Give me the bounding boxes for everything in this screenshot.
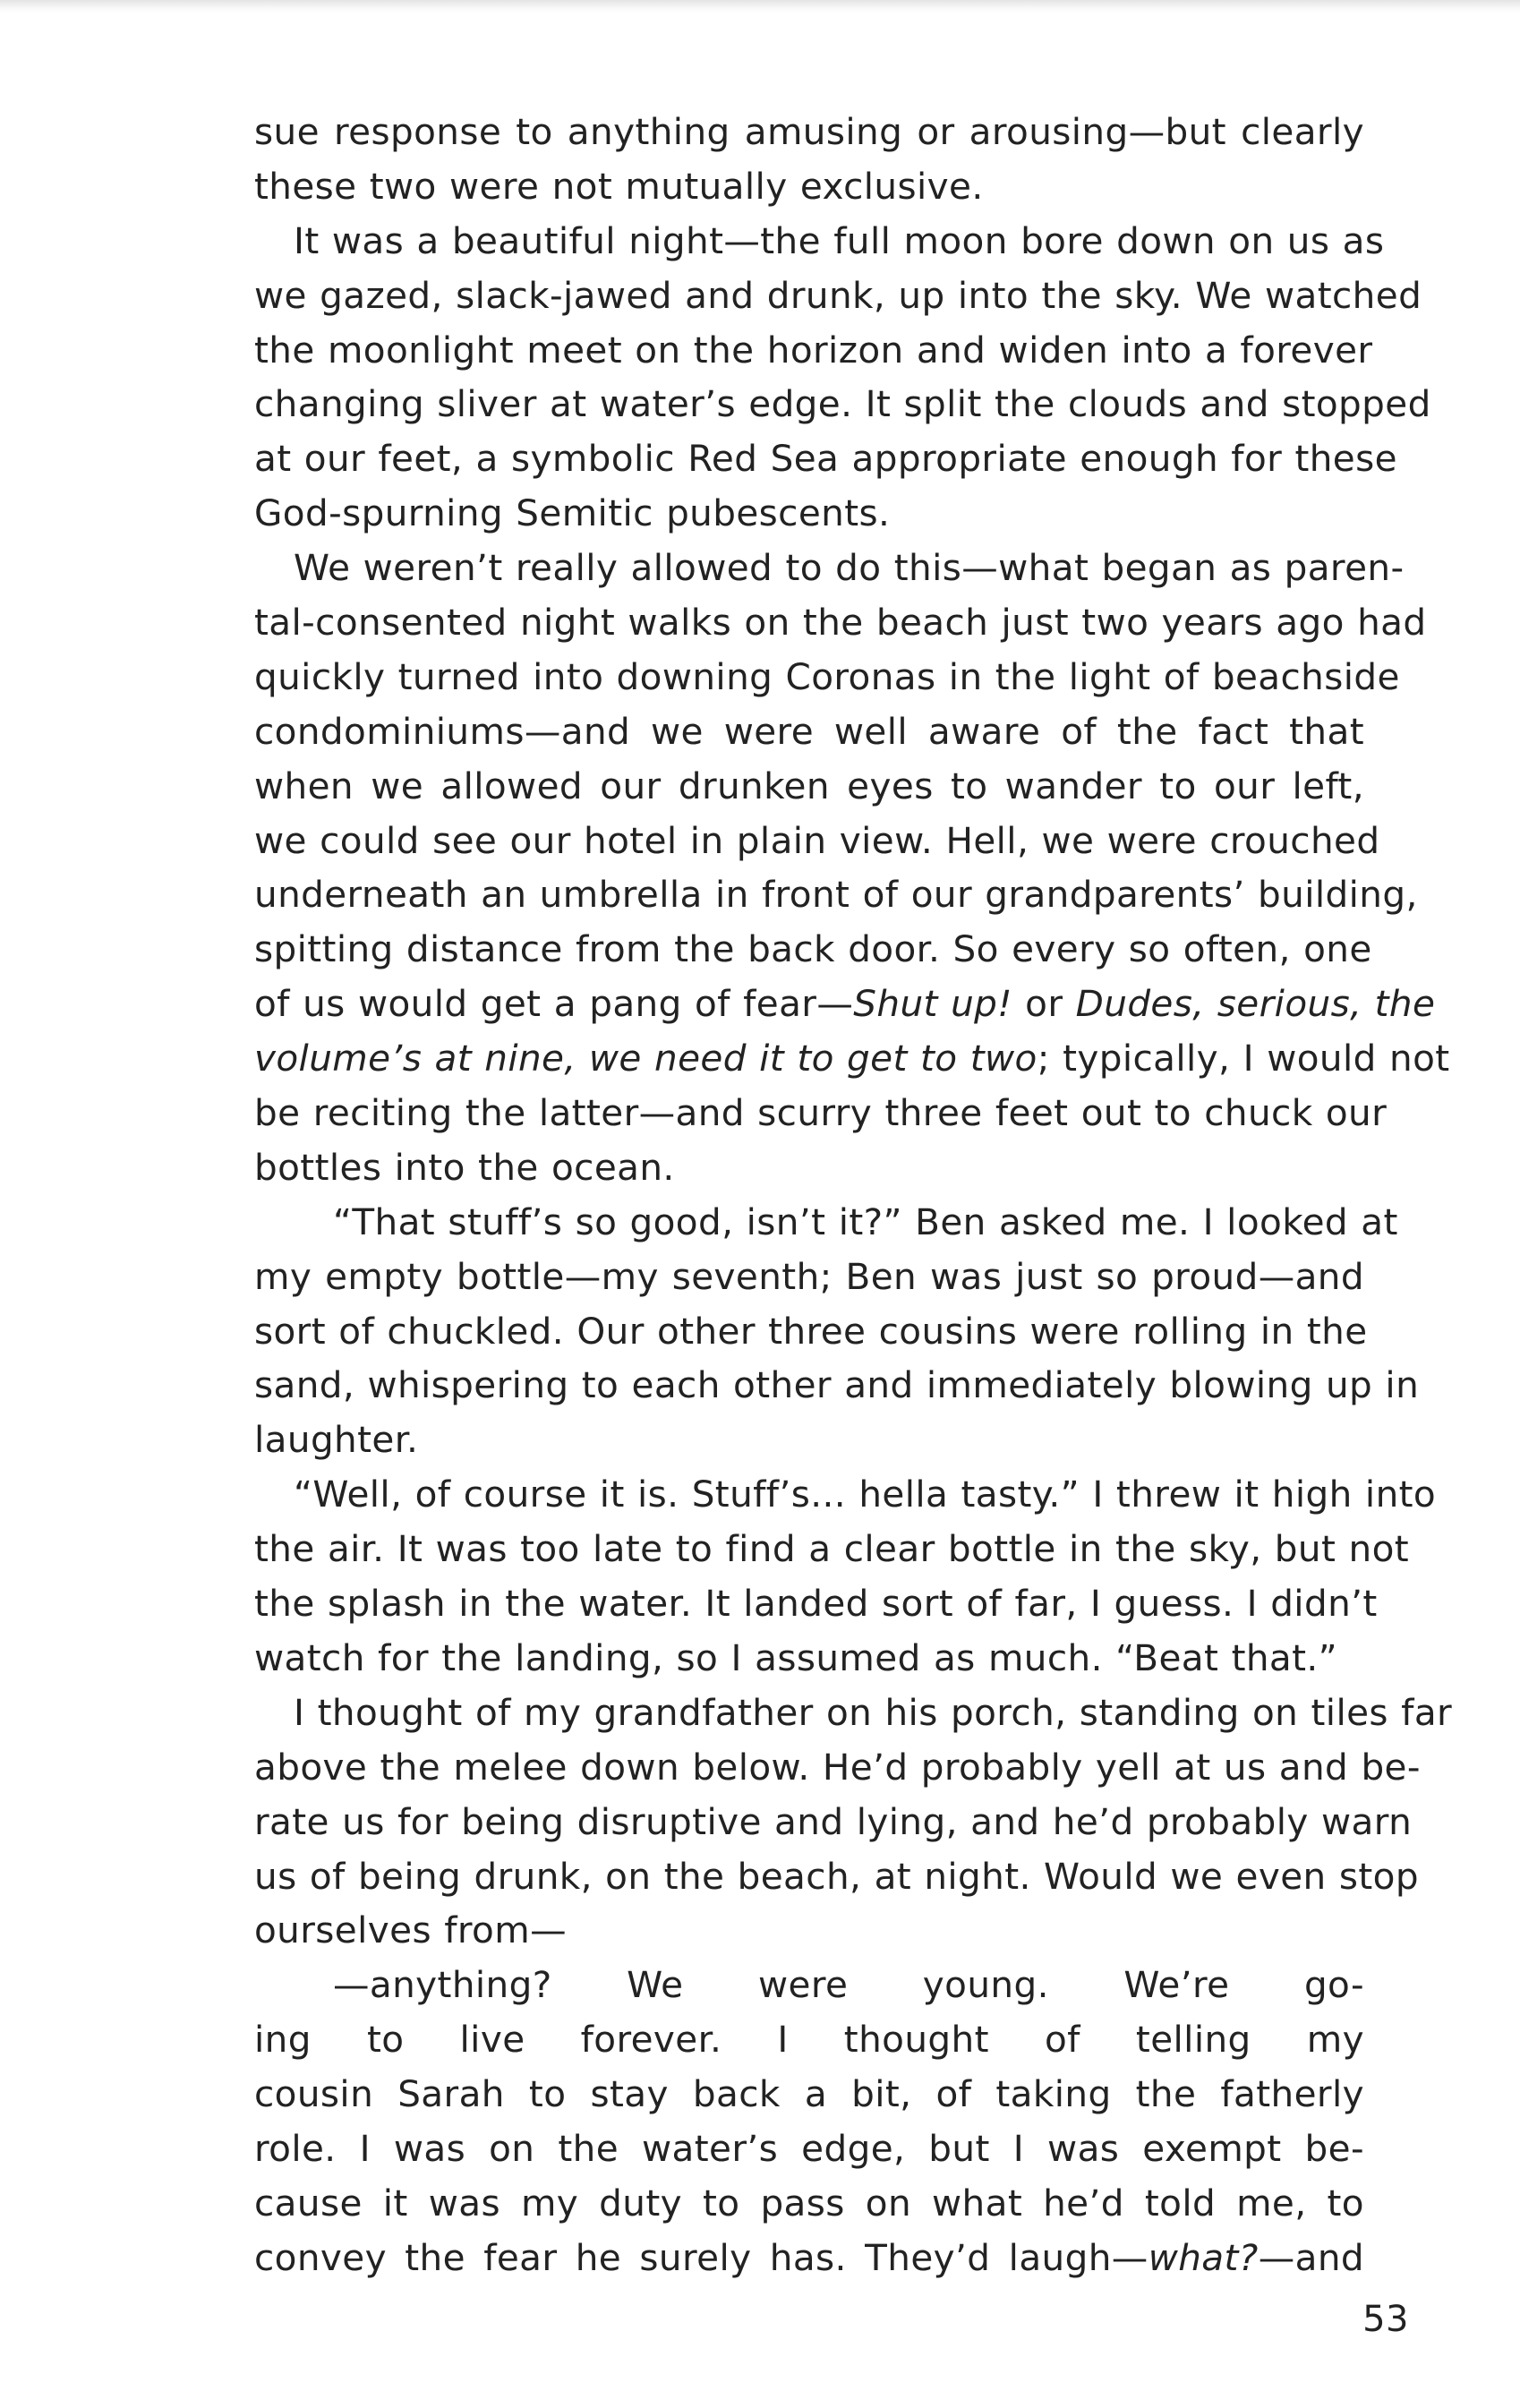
text-line: tal-consented night walks on the beach just two years ago had [254,601,1427,645]
italic-text-run: volume’s at nine, we need it to get to two [254,1037,1038,1080]
text-line: my empty bottle—my seventh; Ben was just so proud—and [254,1254,1364,1298]
text-line: these two were not mutually exclusive. [254,164,984,208]
text-line: “That stuff’s so good, isn’t it?” Ben asked me. I looked at [333,1200,1398,1243]
text-line: the air. It was too late to find a clear bottle in the sky, but not [254,1527,1410,1571]
text-line: It was a beautiful night—the full moon bore down on us as [294,218,1385,262]
text-line: we gazed, slack-jawed and drunk, up into the sky. We watched [254,273,1422,317]
text-line: sue response to anything amusing or arousing—but clearly [254,110,1364,153]
text-line: above the melee down below. He’d probably yell at us and be- [254,1745,1421,1789]
body-text [254,105,1453,2285]
page-number: 53 [1362,2299,1409,2340]
italic-text-run: Shut up! [853,982,1012,1026]
text-line: cause it was my duty to pass on what he’d told me, to [254,2181,1364,2224]
text-line [254,2231,1364,2285]
text-run: —and [1258,2235,1364,2279]
text-line: watch for the landing, so I assumed as much. “Beat that.” [254,1635,1338,1679]
text-line: spitting distance from the back door. So every so often, one [254,927,1372,971]
text-line: quickly turned into downing Coronas in the light of beachside [254,654,1400,698]
text-line: condominiums—and we were well aware of the fact that [254,709,1364,753]
text-line: “Well, of course it is. Stuff’s... hella tasty.” I threw it high into [294,1473,1437,1516]
text-run: or [1012,982,1076,1026]
text-line: changing sliver at water’s edge. It split the clouds and stopped [254,382,1431,426]
text-line: bottles into the ocean. [254,1145,675,1189]
text-line: God-spurning Semitic pubescents. [254,491,891,535]
text-line: rate us for being disruptive and lying, and he’d probably warn [254,1799,1413,1843]
text-line: the moonlight meet on the horizon and widen into a forever [254,328,1373,371]
text-line: I thought of my grandfather on his porch, standing on tiles far [294,1690,1453,1734]
text-line: at our feet, a symbolic Red Sea appropriate enough for these [254,437,1397,481]
text-line: cousin Sarah to stay back a bit, of taking the fatherly [254,2072,1364,2116]
text-line: sand, whispering to each other and immediately blowing up in [254,1363,1420,1407]
text-line: We weren’t really allowed to do this—what began as paren- [294,546,1405,590]
text-line: ourselves from— [254,1908,567,1952]
italic-text-run: Dudes, serious, the [1075,982,1436,1026]
text-line: —anything? We were young. We’re go- [333,1963,1364,2007]
text-run: convey the fear he surely has. They’d laugh— [254,2235,1149,2279]
text-line: when we allowed our drunken eyes to wander to our left, [254,764,1364,807]
italic-text-run: what? [1148,2235,1259,2279]
text-run: ; typically, I would not [1037,1037,1450,1080]
text-line [254,1031,1450,1086]
text-line: the splash in the water. It landed sort of far, I guess. I didn’t [254,1582,1378,1626]
text-line: us of being drunk, on the beach, at night. Would we even stop [254,1854,1419,1898]
text-run: of us would get a pang of fear— [254,982,854,1026]
text-line: sort of chuckled. Our other three cousins were rolling in the [254,1309,1368,1353]
page-top-edge [0,0,1520,13]
text-line: be reciting the latter—and scurry three feet out to chuck our [254,1091,1388,1135]
text-line: laughter. [254,1418,419,1462]
text-line: ing to live forever. I thought of telling my [254,2018,1364,2062]
text-line: underneath an umbrella in front of our grandparents’ building, [254,873,1418,917]
text-line: role. I was on the water’s edge, but I was exempt be- [254,2126,1364,2170]
text-line [254,977,1436,1031]
text-line: we could see our hotel in plain view. Hell, we were crouched [254,818,1380,862]
